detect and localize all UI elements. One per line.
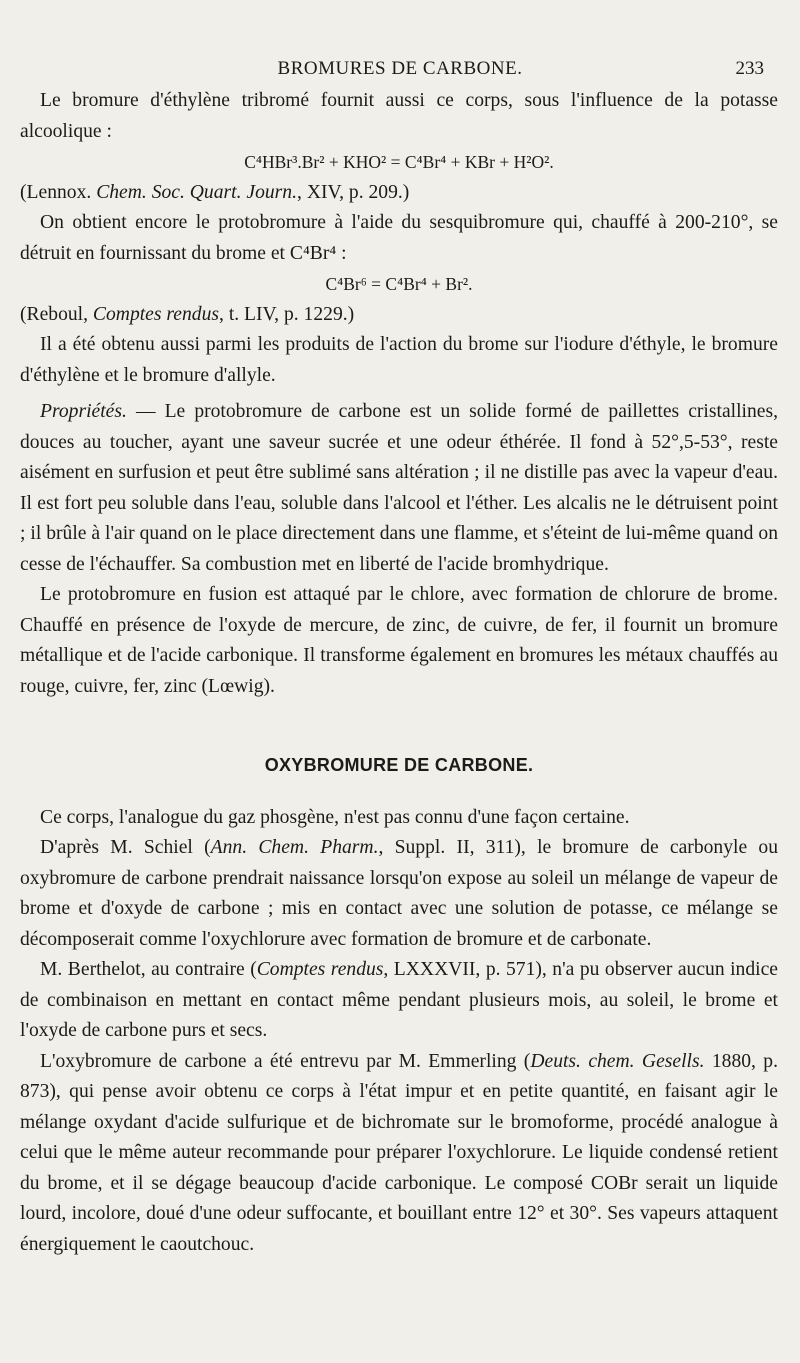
paragraph-7 — [20, 833, 778, 955]
reference-lennox-prefix: (Lennox. — [20, 181, 97, 203]
paragraph-9-prefix: L'oxybromure de carbone a été entrevu par M. Emmerling ( — [40, 1050, 531, 1072]
reference-lennox-suffix: , XIV, p. 209.) — [297, 181, 410, 203]
paragraph-6: Ce corps, l'analogue du gaz phosgène, n'est pas connu d'une façon certaine. — [40, 806, 630, 828]
paragraph-5: Le protobromure en fusion est attaqué par le chlore, avec formation de chlorure de brome. Chauffé en présence de l'oxyde de mercure, de zinc, de cuivre, de fer, il fournit un bromure métallique et de l'acide carbonique. Il transforme également en bromures les métaux chauffés au rouge, cuivre, fer, zinc (Lœwig). — [20, 584, 778, 697]
paragraph-7-suffix: , Suppl. II, 311), le bromure de carbonyle ou oxybromure de carbone prendrait naissance lorsqu'on expose au soleil un mélange de vapeur de brome et d'oxyde de carbone ; mis en contact avec une solution de potasse, ce mélange se décomposerait comme l'oxychlorure avec formation de bromure et de carbonate. — [20, 837, 778, 950]
paragraph-8-journal: Comptes rendus — [256, 959, 384, 980]
running-title: BROMURES DE CARBONE. — [277, 58, 523, 79]
page-number: 233 — [735, 58, 764, 79]
paragraph-9 — [20, 1047, 778, 1261]
paragraph-8-suffix: , LXXXVII, p. 571), n'a pu observer aucun indice de combinaison en mettant en contact même pendant plusieurs mois, au soleil, le brome et l'oxyde de carbone purs et secs. — [20, 959, 778, 1041]
formula-1: C⁴HBr³.Br² + KHO² = C⁴Br⁴ + KBr + H²O². — [244, 152, 554, 172]
section-heading: OXYBROMURE DE CARBONE. — [264, 755, 534, 775]
body-text — [20, 86, 778, 1260]
reference-reboul-suffix: , t. LIV, p. 1229.) — [219, 303, 355, 325]
reference-lennox — [20, 178, 778, 209]
paragraph-properties — [20, 397, 778, 580]
formula-2: C⁴Br⁶ = C⁴Br⁴ + Br². — [325, 274, 473, 294]
paragraph-7-journal: Ann. Chem. Pharm. — [210, 837, 379, 858]
paragraph-9-journal: Deuts. chem. Gesells. — [530, 1050, 705, 1072]
reference-lennox-journal: Chem. Soc. Quart. Journ. — [96, 181, 298, 203]
paragraph-1: Le bromure d'éthylène tribromé fournit aussi ce corps, sous l'influence de la potasse alcoolique : — [20, 90, 778, 142]
properties-text: — Le protobromure de carbone est un solide formé de paillettes cristallines, douces au toucher, ayant une saveur sucrée et une odeur éthérée. Il fond à 52°,5-53°, reste aisément en surfusion et peut être sublimé sans altération ; il ne distille pas avec la vapeur d'eau. Il est fort peu soluble dans l'eau, soluble dans l'alcool et l'éther. Les alcalis ne le détruisent point ; il brûle à l'air quand on le place directement dans une flamme, et s'éteint de lui-même quand on cesse de l'échauffer. Sa combustion met en liberté de l'acide bromhydrique. — [20, 401, 778, 575]
reference-reboul — [20, 300, 778, 331]
reference-reboul-prefix: (Reboul, — [20, 303, 93, 325]
paragraph-3: Il a été obtenu aussi parmi les produits de l'action du brome sur l'iodure d'éthyle, le bromure d'éthylène et le bromure d'allyle. — [20, 334, 778, 386]
paragraph-2: On obtient encore le protobromure à l'aide du sesquibromure qui, chauffé à 200-210°, se détruit en fournissant du brome et C⁴Br⁴ : — [20, 212, 778, 264]
properties-lead: Propriétés. — [40, 401, 127, 422]
paragraph-8-prefix: M. Berthelot, au contraire ( — [40, 959, 257, 980]
paragraph-7-prefix: D'après M. Schiel ( — [40, 837, 211, 858]
paragraph-9-suffix: 1880, p. 873), qui pense avoir obtenu ce corps à l'état impur et en petite quantité, en faisant agir le mélange oxydant d'acide sulfurique et de bichromate sur le bromoforme, procédé analogue à celui que le même auteur recommande pour préparer l'oxychlorure. Le liquide condensé retient du brome, et il se dégage beaucoup d'acide carbonique. Le composé COBr serait un liquide lourd, incolore, doué d'une odeur suffocante, et bouillant entre 12° et 30°. Ses vapeurs attaquent énergiquement le caoutchouc. — [20, 1050, 779, 1255]
paragraph-8 — [20, 955, 778, 1047]
reference-reboul-journal: Comptes rendus — [92, 303, 220, 325]
running-header — [0, 58, 800, 84]
